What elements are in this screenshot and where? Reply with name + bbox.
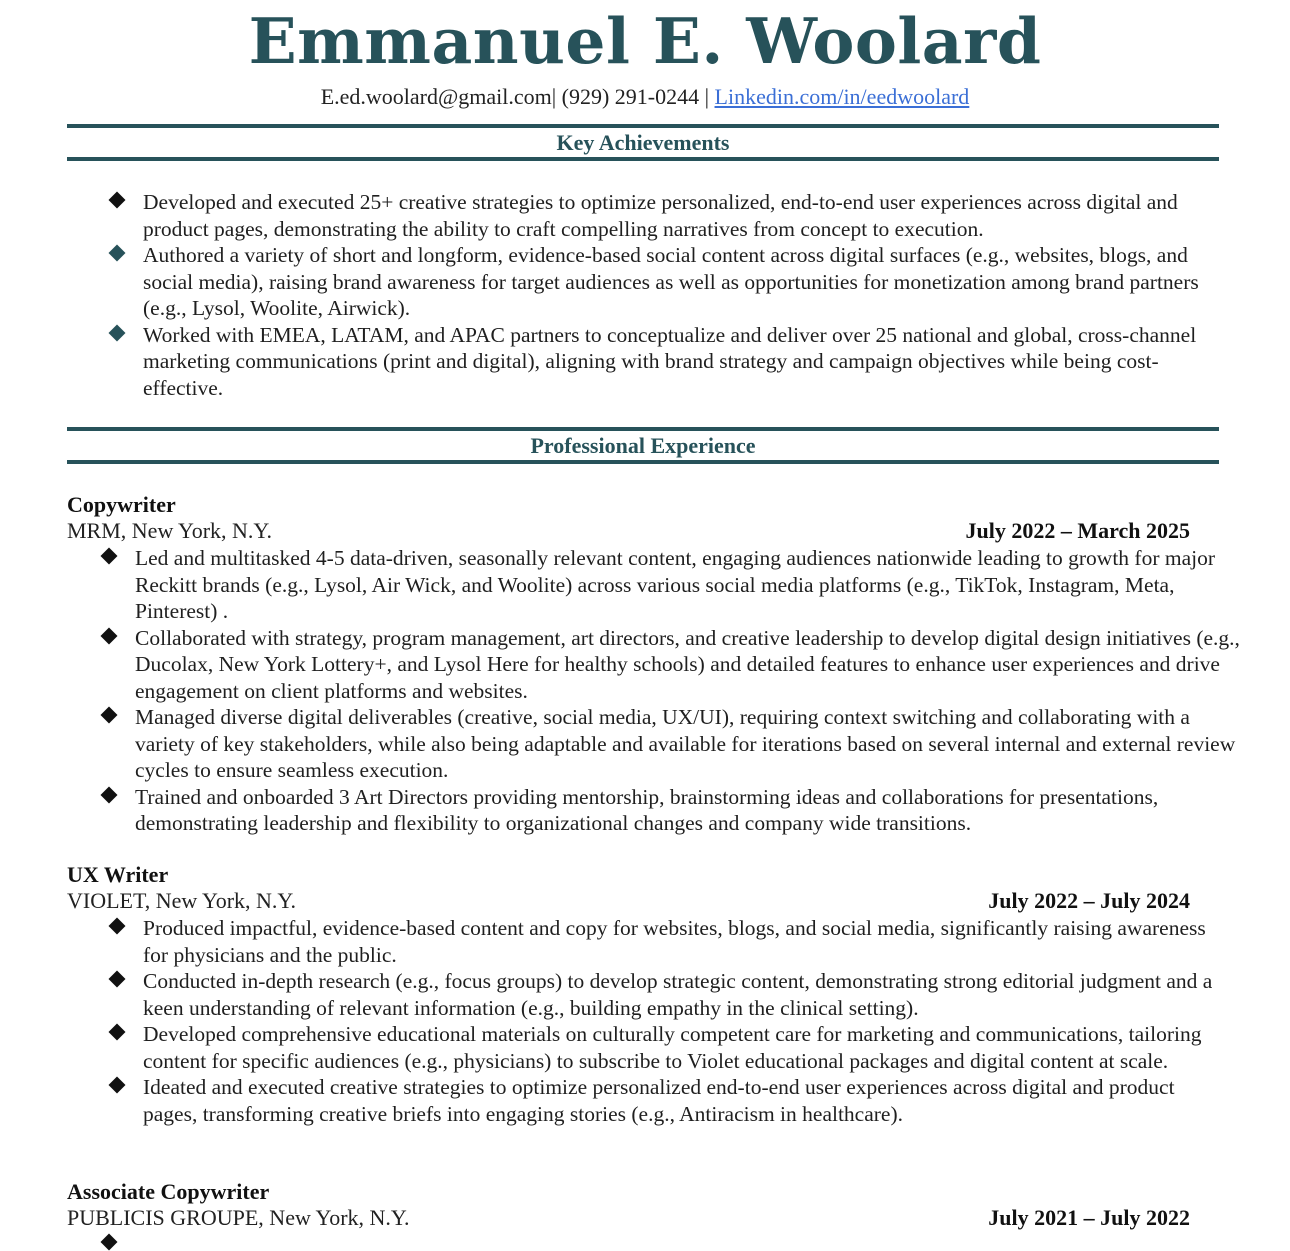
section-title-professional-experience: Professional Experience [530, 433, 756, 458]
list-item: Ideated and executed creative strategies to optimize personalized end-to-end user experiences across digital and product pages, transforming creative briefs into engaging stories (e.g., Antiracism in healthcare). [143, 1074, 1233, 1127]
list-item: Managed diverse digital deliverables (creative, social media, UX/UI), requiring context switching and collaborating with a variety of key stakeholders, while also being adaptable and available for iterations based on several internal and external review cycles to ensure seamless execution. [135, 704, 1245, 784]
job-dates: July 2022 – July 2024 [988, 888, 1190, 913]
diamond-bullet-icon [101, 627, 118, 644]
linkedin-link[interactable]: Linkedin.com/in/eedwoolard [714, 84, 970, 109]
diamond-bullet-icon [109, 971, 126, 988]
section-rule-bottom [67, 157, 1219, 161]
email[interactable]: E.ed.woolard@gmail.com [320, 84, 552, 109]
candidate-name: Emmanuel E. Woolard [248, 4, 1042, 78]
diamond-bullet-icon [101, 1234, 118, 1251]
diamond-bullet-icon [109, 324, 126, 341]
job-title: UX Writer [67, 862, 169, 887]
job-company: PUBLICIS GROUPE, New York, N.Y. [67, 1205, 410, 1230]
list-item: Developed and executed 25+ creative strategies to optimize personalized, end-to-end user experiences across digital and product pages, demonstrating the ability to craft compelling narratives from concept to execution. [143, 189, 1233, 242]
job-title: Copywriter [67, 492, 176, 517]
diamond-bullet-icon [101, 548, 118, 565]
job-company: VIOLET, New York, N.Y. [67, 888, 296, 913]
diamond-bullet-icon [109, 1024, 126, 1041]
diamond-bullet-icon [109, 245, 126, 262]
section-title-key-achievements: Key Achievements [556, 130, 730, 155]
diamond-bullet-icon [101, 786, 118, 803]
job-bullets [143, 915, 1233, 1127]
list-item: Conducted in-depth research (e.g., focus groups) to develop strategic content, demonstrating strong editorial judgment and a keen understanding of relevant information (e.g., building empathy in the clinical setting). [143, 968, 1233, 1021]
diamond-bullet-icon [109, 192, 126, 209]
list-item: Produced impactful, evidence-based content and copy for websites, blogs, and social media, significantly raising awareness for physicians and the public. [143, 915, 1233, 968]
list-item: Worked with EMEA, LATAM, and APAC partners to conceptualize and deliver over 25 national and global, cross-channel marketing communications (print and digital), aligning with brand strategy and campaign objectives while being cost-effective. [143, 322, 1233, 402]
separator: | [704, 84, 710, 109]
job-dates: July 2021 – July 2022 [988, 1205, 1190, 1230]
contact-line [0, 83, 1290, 111]
job-dates: July 2022 – March 2025 [965, 518, 1190, 543]
diamond-bullet-icon [101, 707, 118, 724]
job-title: Associate Copywriter [67, 1179, 270, 1204]
section-rule-bottom [67, 460, 1219, 464]
job-bullets [135, 545, 1245, 837]
separator: | [551, 84, 557, 109]
list-item: Developed comprehensive educational materials on culturally competent care for marketing and communications, tailoring content for specific audiences (e.g., physicians) to subscribe to Violet educational packages and digital content at scale. [143, 1021, 1233, 1074]
phone: (929) 291-0244 [561, 84, 700, 109]
job-company: MRM, New York, N.Y. [67, 518, 272, 543]
list-item: Authored a variety of short and longform, evidence-based social content across digital surfaces (e.g., websites, blogs, and social media), raising brand awareness for target audiences as well as opportunities for monetization among brand partners (e.g., Lysol, Woolite, Airwick). [143, 242, 1233, 322]
diamond-bullet-icon [109, 1077, 126, 1094]
section-rule-top [67, 427, 1219, 431]
achievements-list [143, 189, 1233, 401]
list-item: Collaborated with strategy, program management, art directors, and creative leadership to develop digital design initiatives (e.g., Ducolax, New York Lottery+, and Lysol Here for healthy schools) and detailed features to enhance user experiences and drive engagement on client platforms and websites. [135, 625, 1245, 705]
list-item: Trained and onboarded 3 Art Directors providing mentorship, brainstorming ideas and collaborations for presentations, demonstrating leadership and flexibility to organizational changes and company wide transitions. [135, 784, 1245, 837]
diamond-bullet-icon [109, 918, 126, 935]
list-item: Led and multitasked 4-5 data-driven, seasonally relevant content, engaging audiences nationwide leading to growth for major Reckitt brands (e.g., Lysol, Air Wick, and Woolite) across various social media platforms (e.g., TikTok, Instagram, Meta, Pinterest) . [135, 545, 1245, 625]
section-rule-top [67, 124, 1219, 128]
